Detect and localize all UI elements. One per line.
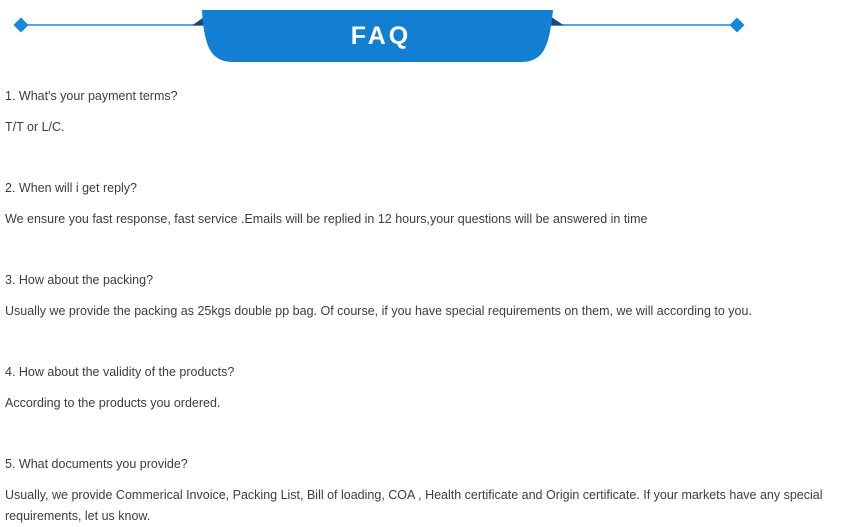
faq-ribbon-header	[0, 0, 850, 70]
faq-question: 2. When will i get reply?	[5, 181, 138, 195]
faq-answer: Usually we provide the packing as 25kgs double pp bag. Of course, if you have special requirements on them, we will according to you.	[5, 304, 752, 318]
faq-question: 4. How about the validity of the products?	[5, 365, 235, 379]
right-diamond-icon	[730, 18, 745, 33]
faq-item	[5, 86, 840, 138]
left-diamond-icon	[14, 18, 29, 33]
faq-item	[5, 362, 840, 414]
faq-answer: According to the products you ordered.	[5, 396, 221, 410]
faq-list	[0, 70, 850, 527]
faq-question: 3. How about the packing?	[5, 273, 154, 287]
faq-question: 1. What's your payment terms?	[5, 89, 178, 103]
faq-item	[5, 178, 840, 230]
faq-answer: Usually, we provide Commerical Invoice, Packing List, Bill of loading, COA , Health certificate and Origin certificate. If your markets have any special requirements, let us know.	[5, 488, 823, 523]
faq-answer: T/T or L/C.	[5, 120, 65, 134]
faq-title: FAQ	[350, 22, 412, 50]
faq-answer: We ensure you fast response, fast service .Emails will be replied in 12 hours,your questions will be answered in time	[5, 212, 648, 226]
faq-question: 5. What documents you provide?	[5, 457, 188, 471]
faq-item	[5, 454, 840, 527]
faq-item	[5, 270, 840, 322]
